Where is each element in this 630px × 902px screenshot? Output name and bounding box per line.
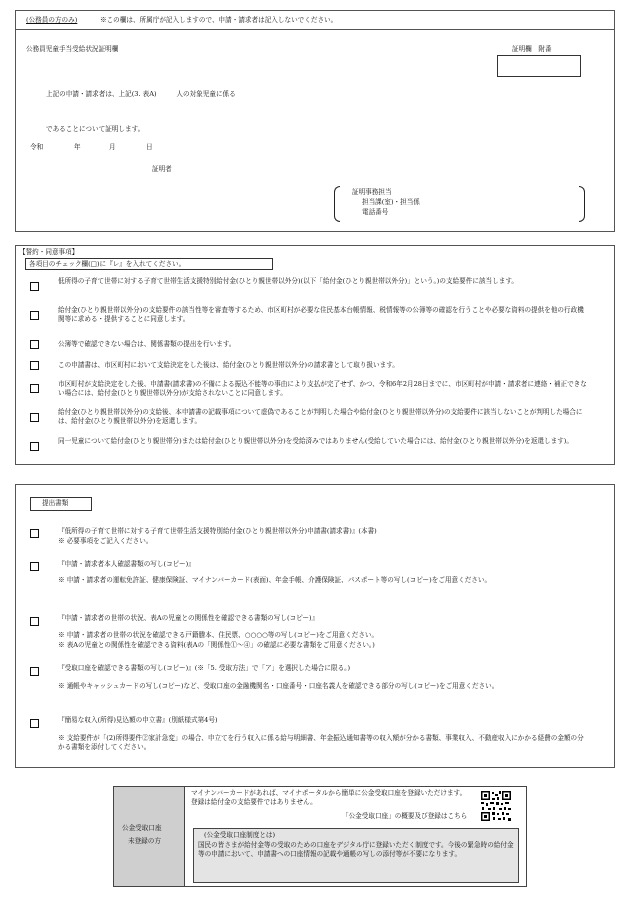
document-item-5: 『簡易な収入(所得)見込額の申立書』(別紙様式第4号) [58, 716, 218, 724]
date-day: 日 [146, 143, 153, 151]
document-checkbox-2[interactable] [30, 562, 39, 571]
qr-code-icon[interactable] [480, 790, 512, 822]
date-month: 月 [109, 143, 116, 151]
document-note-4: ※ 通帳やキャッシュカードの写し(コピー)など、受取口座の金融機関名・口座番号・口座名義人を確認できる部分の写し(コピー)をご用意ください。 [58, 682, 499, 690]
date-year: 年 [74, 143, 81, 151]
account-link[interactable]: 「公金受取口座」の概要及び登録はこちら [342, 812, 468, 820]
certifier-label: 証明者 [152, 165, 172, 173]
account-system-text: 国民の皆さまが給付金等の受取のための口座をデジタル庁に登録いただく制度です。今後の緊急時の給付金等の申請において、申請書への口座情報の記載や通帳の写しの添付等が不要になります。 [198, 841, 514, 858]
document-note-3a: ※ 申請・請求者の世帯の状況を確認できる戸籍謄本、住民票、○○○○等の写し(コピー)をご用意ください。 [58, 631, 379, 639]
document-item-2: 『申請・請求者本人確認書類の写し(コピー)』 [58, 560, 195, 568]
account-label-line1: 公金受取口座 [122, 824, 162, 832]
pledge-item-2: 給付金(ひとり親世帯以外分)の支給要件の該当性等を審査等するため、市区町村が必要な住民基本台帳情報、税情報等の公簿等の確認を行うことや必要な資料の提供を他の行政機関等に求める・提供することに同意します。 [58, 306, 584, 323]
pledge-instruction: 各項目のチェック欄(□)に『レ』を入れてください。 [29, 260, 186, 268]
office-bracket-right [579, 186, 585, 222]
certificate-section [15, 10, 615, 232]
pledge-item-7: 同一児童について給付金(ひとり親世帯分)または給付金(ひとり親世帯以外分)を受給済みではありません(受給していた場合には、給付金(ひとり親世帯以外分)を返還します)。 [58, 437, 573, 445]
document-checkbox-5[interactable] [30, 719, 39, 728]
pledge-item-4: この申請書は、市区町村において支給決定をした後は、給付金(ひとり親世帯以外分)の請求書として取り扱います。 [58, 361, 399, 369]
document-item-1: 『低所得の子育て世帯に対する子育て世帯生活支援特別給付金(ひとり親世帯以外分)申請書(請求書)』(本書) [58, 527, 377, 535]
document-note-5: ※ 支給要件が「(2)所得要件②家計急変」の場合、申立てを行う収入に係る給与明細書、年金振込通知書等の収入額が分かる書類、事業収入、不動産収入にかかる経費の金額の分かる書類を添付してください。 [58, 734, 584, 751]
document-item-3: 『申請・請求者の世帯の状況、表Aの児童との関係性を確認できる書類の写し(コピー)』 [58, 614, 319, 622]
document-note-1: ※ 必要事項をご記入ください。 [58, 537, 153, 545]
stamp-label: 証明欄 附番 [512, 45, 552, 53]
pledge-checkbox-6[interactable] [30, 413, 39, 422]
certificate-title: 公務員児童手当受給状況証明欄 [26, 45, 119, 53]
document-note-3b: ※ 表Aの児童との関係性を確認できる資料(表Aの「関係性①～④」の確認に必要な書類をご用意ください。) [58, 641, 375, 649]
office-phone: 電話番号 [362, 208, 389, 216]
account-text: マイナンバーカードがあれば、マイナポータルから簡単に公金受取口座を登録いただけます。登録は給付金の支給要件ではありません。 [191, 789, 467, 806]
document-note-2: ※ 申請・請求者の運転免許証、健康保険証、マイナンバーカード(表面)、年金手帳、介護保険証、パスポート等の写し(コピー)をご用意ください。 [58, 576, 492, 584]
pledge-checkbox-5[interactable] [30, 384, 39, 393]
account-system-title: (公金受取口座制度とは) [204, 831, 276, 839]
header-note: ※この欄は、所属庁が記入しますので、申請・請求者は記入しないでください。 [100, 16, 338, 24]
pledge-checkbox-4[interactable] [30, 361, 39, 370]
document-checkbox-1[interactable] [30, 529, 39, 538]
certificate-line1: 上記の申請・請求者は、上記(3. 表A) 人の対象児童に係る [46, 90, 236, 98]
office-section: 担当課(室)・担当係 [362, 198, 420, 206]
pledge-item-6: 給付金(ひとり親世帯以外分)の支給後、本申請書の記載事項について虚偽であることが判明した場合や給付金(ひとり親世帯以外分)の支給要件に該当しないことが判明した場合には、給付金(ひとり親世帯以外分)を返還します。 [58, 408, 583, 425]
office-title: 証明事務担当 [352, 188, 392, 196]
documents-title: 提出書類 [42, 499, 69, 507]
stamp-number-field[interactable] [497, 55, 581, 77]
pledge-item-3: 公簿等で確認できない場合は、関係書類の提出を行います。 [58, 340, 236, 348]
document-item-4: 『受取口座を確認できる書類の写し(コピー)』(※「5. 受取方法」で「ア」を選択した場合に限る。) [58, 664, 351, 672]
date-era: 令和 [30, 143, 44, 151]
pledge-item-1: 低所得の子育て世帯に対する子育て世帯生活支援特別給付金(ひとり親世帯以外分)(以下「給付金(ひとり親世帯以外分)」という。)の支給要件に該当します。 [58, 277, 518, 285]
pledge-checkbox-2[interactable] [30, 311, 39, 320]
document-checkbox-4[interactable] [30, 667, 39, 676]
pledge-item-5: 市区町村が支給決定をした後、申請書(請求書)の不備による振込不能等の事由により支払が完了せず、かつ、令和6年2月28日までに、市区町村が申請・請求者に連絡・補正できない場合には、給付金(ひとり親世帯以外分)が支給されないことに同意します。 [58, 380, 587, 397]
pledge-checkbox-7[interactable] [30, 442, 39, 451]
pledge-checkbox-3[interactable] [30, 340, 39, 349]
document-checkbox-3[interactable] [30, 617, 39, 626]
pledge-checkbox-1[interactable] [30, 282, 39, 291]
account-label-line2: 未登録の方 [128, 837, 161, 845]
certificate-line2: であることについて証明します。 [46, 125, 145, 133]
pledge-title: 【誓約・同意事項】 [19, 248, 79, 256]
office-bracket-left [334, 186, 340, 222]
public-official-label: (公務員の方のみ) [26, 16, 78, 24]
